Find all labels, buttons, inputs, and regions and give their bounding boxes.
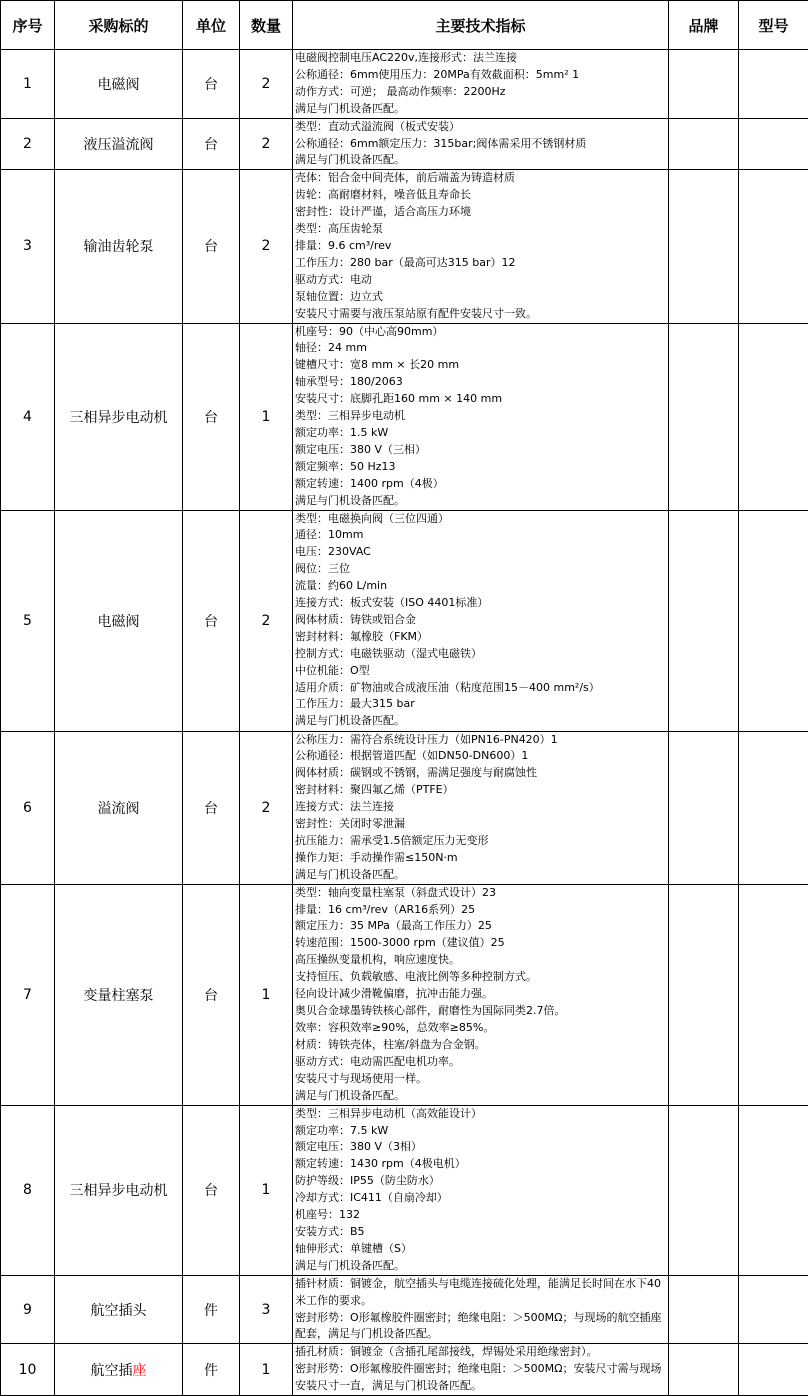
spec-line: 满足与门机设备匹配。 — [295, 713, 668, 730]
table-row — [1, 731, 808, 884]
spec-line: 泵轴位置：边立式 — [295, 289, 668, 306]
spec-line: 排量：9.6 cm³/rev — [295, 238, 668, 255]
spec-line: 额定电压：380 V（三相） — [295, 442, 668, 459]
row-model — [739, 731, 808, 884]
row-brand — [669, 884, 739, 1105]
row-model — [739, 1275, 808, 1344]
spec-line: 满足与门机设备匹配。 — [295, 493, 668, 510]
spec-line: 电磁阀控制电压AC220v,连接形式：法兰连接 — [295, 50, 668, 67]
spec-line: 满足与门机设备匹配。 — [295, 1258, 668, 1275]
spec-line: 支持恒压、负载敏感、电液比例等多种控制方式。 — [295, 969, 668, 986]
spec-line: 工作压力：280 bar（最高可达315 bar）12 — [295, 255, 668, 272]
spec-line: 插孔材质：铜镀金（含插孔尾部接线，焊锡处采用绝缘密封）。 — [295, 1344, 668, 1361]
row-seq: 10 — [1, 1344, 55, 1396]
row-qty: 2 — [240, 50, 293, 119]
row-spec — [293, 510, 669, 731]
spec-line: 额定功率：1.5 kW — [295, 425, 668, 442]
spec-line: 机座号：90（中心高90mm） — [295, 324, 668, 341]
row-seq: 1 — [1, 50, 55, 119]
spec-line: 阀体材质：碳钢或不锈钢，需满足强度与耐腐蚀性 — [295, 765, 668, 782]
spec-line: 流量：约60 L/min — [295, 578, 668, 595]
row-brand — [669, 170, 739, 323]
row-spec — [293, 884, 669, 1105]
header-qty: 数量 — [240, 1, 293, 50]
spec-line: 额定电压：380 V（3相） — [295, 1139, 668, 1156]
row-spec — [293, 170, 669, 323]
spec-line: 齿轮：高耐磨材料，噪音低且寿命长 — [295, 187, 668, 204]
row-brand — [669, 50, 739, 119]
header-brand: 品牌 — [669, 1, 739, 50]
row-seq: 8 — [1, 1105, 55, 1275]
row-spec — [293, 323, 669, 510]
row-unit: 台 — [183, 510, 240, 731]
spec-line: 额定频率：50 Hz13 — [295, 459, 668, 476]
spec-line: 驱动方式：电动 — [295, 272, 668, 289]
spec-line: 动作方式：可逆； 最高动作频率：2200Hz — [295, 84, 668, 101]
header-seq: 序号 — [1, 1, 55, 50]
row-item: 溢流阀 — [55, 731, 183, 884]
row-item: 输油齿轮泵 — [55, 170, 183, 323]
row-model — [739, 323, 808, 510]
spec-line: 通径：10mm — [295, 527, 668, 544]
header-unit: 单位 — [183, 1, 240, 50]
spec-line: 径向设计减少滑靴偏磨，抗冲击能力强。 — [295, 986, 668, 1003]
spec-line: 驱动方式：电动需匹配电机功率。 — [295, 1054, 668, 1071]
row-item: 液压溢流阀 — [55, 118, 183, 170]
spec-line: 类型：直动式溢流阀（板式安装） — [295, 119, 668, 136]
header-row — [1, 1, 808, 50]
row-unit: 件 — [183, 1275, 240, 1344]
table-row — [1, 50, 808, 119]
spec-line: 轴径：24 mm — [295, 340, 668, 357]
spec-line: 控制方式：电磁铁驱动（湿式电磁铁） — [295, 646, 668, 663]
spec-line: 公称通径：6mm额定压力：315bar;阀体需采用不锈钢材质 — [295, 136, 668, 153]
row-model — [739, 50, 808, 119]
spec-line: 高压操纵变量机构，响应速度快。 — [295, 952, 668, 969]
spec-line: 满足与门机设备匹配。 — [295, 152, 668, 169]
header-item: 采购标的 — [55, 1, 183, 50]
spec-line: 类型：电磁换向阀（三位四通） — [295, 511, 668, 528]
table-row — [1, 1344, 808, 1396]
spec-line: 奥贝合金球墨铸铁核心部件，耐磨性为国际同类2.7倍。 — [295, 1003, 668, 1020]
spec-line: 适用介质：矿物油或合成液压油（粘度范围15－400 mm²/s） — [295, 680, 668, 697]
spec-line: 密封性：设计严谨，适合高压力环境 — [295, 204, 668, 221]
header-spec: 主要技术指标 — [293, 1, 669, 50]
row-unit: 件 — [183, 1344, 240, 1396]
spec-line: 壳体：铝合金中间壳体，前后端盖为铸造材质 — [295, 170, 668, 187]
row-model — [739, 1105, 808, 1275]
row-item: 变量柱塞泵 — [55, 884, 183, 1105]
row-unit: 台 — [183, 118, 240, 170]
row-qty: 2 — [240, 170, 293, 323]
spec-line: 类型：高压齿轮泵 — [295, 221, 668, 238]
spec-line: 额定功率：7.5 kW — [295, 1123, 668, 1140]
spec-line: 冷却方式：IC411（自扇冷却） — [295, 1190, 668, 1207]
row-item: 电磁阀 — [55, 50, 183, 119]
row-item: 三相异步电动机 — [55, 323, 183, 510]
row-spec — [293, 1344, 669, 1396]
row-model — [739, 884, 808, 1105]
row-unit: 台 — [183, 884, 240, 1105]
spec-line: 效率：容积效率≥90%，总效率≥85%。 — [295, 1020, 668, 1037]
spec-line: 满足与门机设备匹配。 — [295, 101, 668, 118]
table-row — [1, 1105, 808, 1275]
row-unit: 台 — [183, 50, 240, 119]
spec-line: 密封材料：氟橡胶（FKM） — [295, 629, 668, 646]
row-unit: 台 — [183, 323, 240, 510]
spec-line: 安装尺寸与现场使用一样。 — [295, 1071, 668, 1088]
spec-line: 额定压力：35 MPa（最高工作压力）25 — [295, 918, 668, 935]
table-row — [1, 1275, 808, 1344]
row-qty: 1 — [240, 1344, 293, 1396]
row-qty: 2 — [240, 510, 293, 731]
spec-line: 安装尺寸：底脚孔距160 mm × 140 mm — [295, 391, 668, 408]
table-row — [1, 510, 808, 731]
spec-line: 连接方式：法兰连接 — [295, 799, 668, 816]
row-seq: 9 — [1, 1275, 55, 1344]
table-row — [1, 884, 808, 1105]
row-spec — [293, 118, 669, 170]
row-spec — [293, 731, 669, 884]
row-qty: 2 — [240, 118, 293, 170]
spec-line: 轴伸形式：单键槽（S） — [295, 1241, 668, 1258]
spec-line: 转速范围：1500-3000 rpm（建议值）25 — [295, 935, 668, 952]
item-text: 航空插 — [91, 1363, 133, 1379]
spec-line: 密封形势：O形氟橡胶件圈密封；绝缘电阻：＞500MΩ；与现场的航空插座配套，满足与门机设备匹配。 — [295, 1310, 668, 1344]
row-brand — [669, 510, 739, 731]
spec-line: 额定转速：1400 rpm（4极） — [295, 476, 668, 493]
row-model — [739, 170, 808, 323]
spec-line: 类型：三相异步电动机（高效能设计） — [295, 1106, 668, 1123]
row-seq: 6 — [1, 731, 55, 884]
row-unit: 台 — [183, 170, 240, 323]
header-model: 型号 — [739, 1, 808, 50]
row-qty: 1 — [240, 1105, 293, 1275]
row-brand — [669, 1275, 739, 1344]
spec-line: 抗压能力：需承受1.5倍额定压力无变形 — [295, 833, 668, 850]
row-brand — [669, 731, 739, 884]
row-model — [739, 510, 808, 731]
table-row — [1, 323, 808, 510]
row-qty: 1 — [240, 884, 293, 1105]
spec-line: 密封性：关闭时零泄漏 — [295, 816, 668, 833]
spec-line: 操作力矩：手动操作需≤150N·m — [295, 850, 668, 867]
spec-line: 类型：三相异步电动机 — [295, 408, 668, 425]
spec-line: 类型：轴向变量柱塞泵（斜盘式设计）23 — [295, 885, 668, 902]
spec-line: 中位机能：O型 — [295, 663, 668, 680]
spec-line: 公称通径：根据管道匹配（如DN50-DN600）1 — [295, 748, 668, 765]
spec-line: 阀体材质：铸铁或铝合金 — [295, 612, 668, 629]
row-qty: 1 — [240, 323, 293, 510]
row-spec — [293, 50, 669, 119]
row-item: 电磁阀 — [55, 510, 183, 731]
spec-line: 电压：230VAC — [295, 544, 668, 561]
spec-line: 安装方式：B5 — [295, 1224, 668, 1241]
spec-line: 排量：16 cm³/rev（AR16系列）25 — [295, 902, 668, 919]
row-model — [739, 118, 808, 170]
row-brand — [669, 323, 739, 510]
row-spec — [293, 1275, 669, 1344]
spec-line: 键槽尺寸：宽8 mm × 长20 mm — [295, 357, 668, 374]
row-qty: 3 — [240, 1275, 293, 1344]
row-seq: 3 — [1, 170, 55, 323]
row-unit: 台 — [183, 1105, 240, 1275]
row-qty: 2 — [240, 731, 293, 884]
row-model — [739, 1344, 808, 1396]
row-seq: 4 — [1, 323, 55, 510]
spec-line: 轴承型号：180/2063 — [295, 374, 668, 391]
spec-line: 机座号：132 — [295, 1207, 668, 1224]
row-spec — [293, 1105, 669, 1275]
spec-line: 密封材料：聚四氟乙烯（PTFE） — [295, 782, 668, 799]
spec-line: 材质：铸铁壳体，柱塞/斜盘为合金钢。 — [295, 1037, 668, 1054]
row-seq: 2 — [1, 118, 55, 170]
row-item: 航空插头 — [55, 1275, 183, 1344]
row-brand — [669, 118, 739, 170]
row-item — [55, 1344, 183, 1396]
row-seq: 7 — [1, 884, 55, 1105]
spec-line: 插针材质：铜镀金，航空插头与电缆连接硫化处理，能满足长时间在水下40米工作的要求。 — [295, 1276, 668, 1310]
row-brand — [669, 1344, 739, 1396]
spec-line: 安装尺寸需要与液压泵站原有配件安装尺寸一致。 — [295, 306, 668, 323]
spec-line: 公称压力：需符合系统设计压力（如PN16-PN420）1 — [295, 732, 668, 749]
row-item: 三相异步电动机 — [55, 1105, 183, 1275]
table-row — [1, 118, 808, 170]
table-row — [1, 170, 808, 323]
spec-line: 阀位：三位 — [295, 561, 668, 578]
spec-line: 防护等级：IP55（防尘防水） — [295, 1173, 668, 1190]
item-text-highlight: 座 — [133, 1363, 147, 1379]
spec-line: 连接方式：板式安装（ISO 4401标准） — [295, 595, 668, 612]
spec-line: 满足与门机设备匹配。 — [295, 1088, 668, 1105]
row-seq: 5 — [1, 510, 55, 731]
row-brand — [669, 1105, 739, 1275]
spec-line: 工作压力：最大315 bar — [295, 696, 668, 713]
spec-line: 公称通径：6mm使用压力：20MPa有效截面积：5mm² 1 — [295, 67, 668, 84]
row-unit: 台 — [183, 731, 240, 884]
spec-line: 密封形势：O形氟橡胶件圈密封；绝缘电阻：＞500MΩ；安装尺寸需与现场安装尺寸一直，满足与门机设备匹配。 — [295, 1361, 668, 1395]
spec-line: 额定转速：1430 rpm（4极电机） — [295, 1156, 668, 1173]
spec-line: 满足与门机设备匹配。 — [295, 867, 668, 884]
